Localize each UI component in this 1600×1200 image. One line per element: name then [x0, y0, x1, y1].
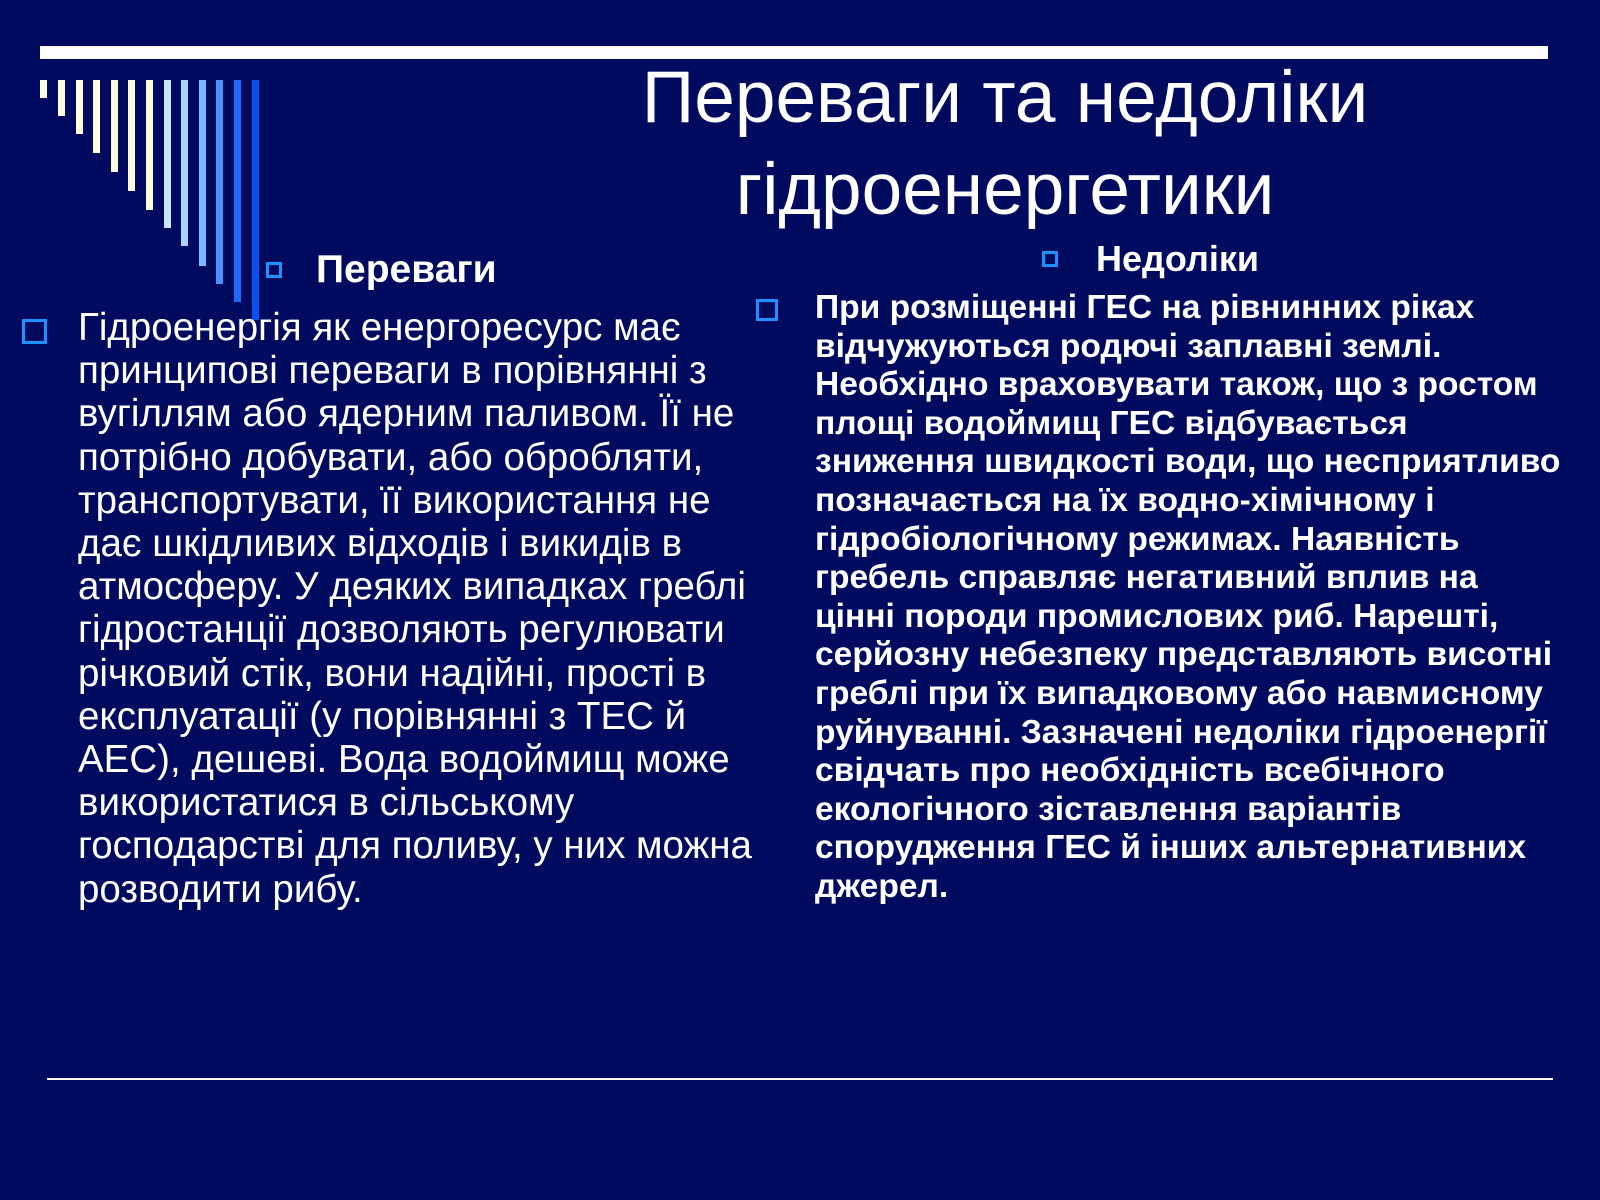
stripe [252, 80, 259, 320]
stripe [216, 80, 223, 284]
slide-title-line-2: гідроенергетики [735, 149, 1275, 230]
advantages-text: Гідроенергія як енергоресурс має принципові переваги в порівнянні з вугіллям або ядерним паливом. Її не потрібно добувати, або обробляти, транспортувати, її використання не дає шкідливих відходів і викидів в атмосферу. У деяких випадках греблі гідростанції дозволяють регулювати річковий стік, вони надійні, прості в експлуатації (у порівнянні з ТЕС й АЕС), дешеві. Вода водоймищ може використатися в сільському господарстві для поливу, у них можна розводити рибу. [78, 306, 752, 911]
advantages-heading [266, 248, 497, 292]
stripe [128, 80, 135, 191]
disadvantages-heading-label: Недоліки [1096, 238, 1259, 279]
decorative-stripes [0, 0, 270, 320]
stripe [146, 80, 153, 210]
square-bullet-icon [756, 299, 778, 321]
advantages-paragraph [22, 306, 772, 911]
slide-title-line-1: Переваги та недоліки [641, 57, 1369, 138]
disadvantages-text: При розміщенні ГЕС на рівнинних ріках відчужуються родючі заплавні землі. Необхідно враховувати також, що з ростом площі водоймищ ГЕС відбувається зниження швидкості води, що несприятливо позначається на їх водно-хімічному і гідробіологічному режимах. Наявність гребель справляє негативний вплив на цінні породи промислових риб. Нарешті, серйозну небезпеку представляють висотні греблі при їх випадковому або навмисному руйнуванні. Зазначені недоліки гідроенергії свідчать про необхідність всебічного екологічного зіставлення варіантів спорудження ГЕС й інших альтернативних джерел. [815, 289, 1561, 905]
stripe [40, 80, 47, 98]
stripe [111, 80, 118, 172]
stripe [164, 80, 171, 228]
square-bullet-icon [1042, 251, 1058, 267]
stripe [93, 80, 100, 153]
stripe [58, 80, 65, 116]
square-bullet-icon [22, 319, 47, 344]
square-bullet-icon [266, 262, 282, 278]
disadvantages-paragraph [756, 289, 1566, 907]
advantages-heading-label: Переваги [316, 248, 497, 291]
stripe [76, 80, 83, 134]
stripe [234, 80, 241, 302]
bottom-rule [47, 1078, 1553, 1080]
stripe [199, 80, 206, 266]
slide-title [470, 52, 1540, 236]
disadvantages-heading [1042, 238, 1259, 280]
stripe [181, 80, 188, 246]
